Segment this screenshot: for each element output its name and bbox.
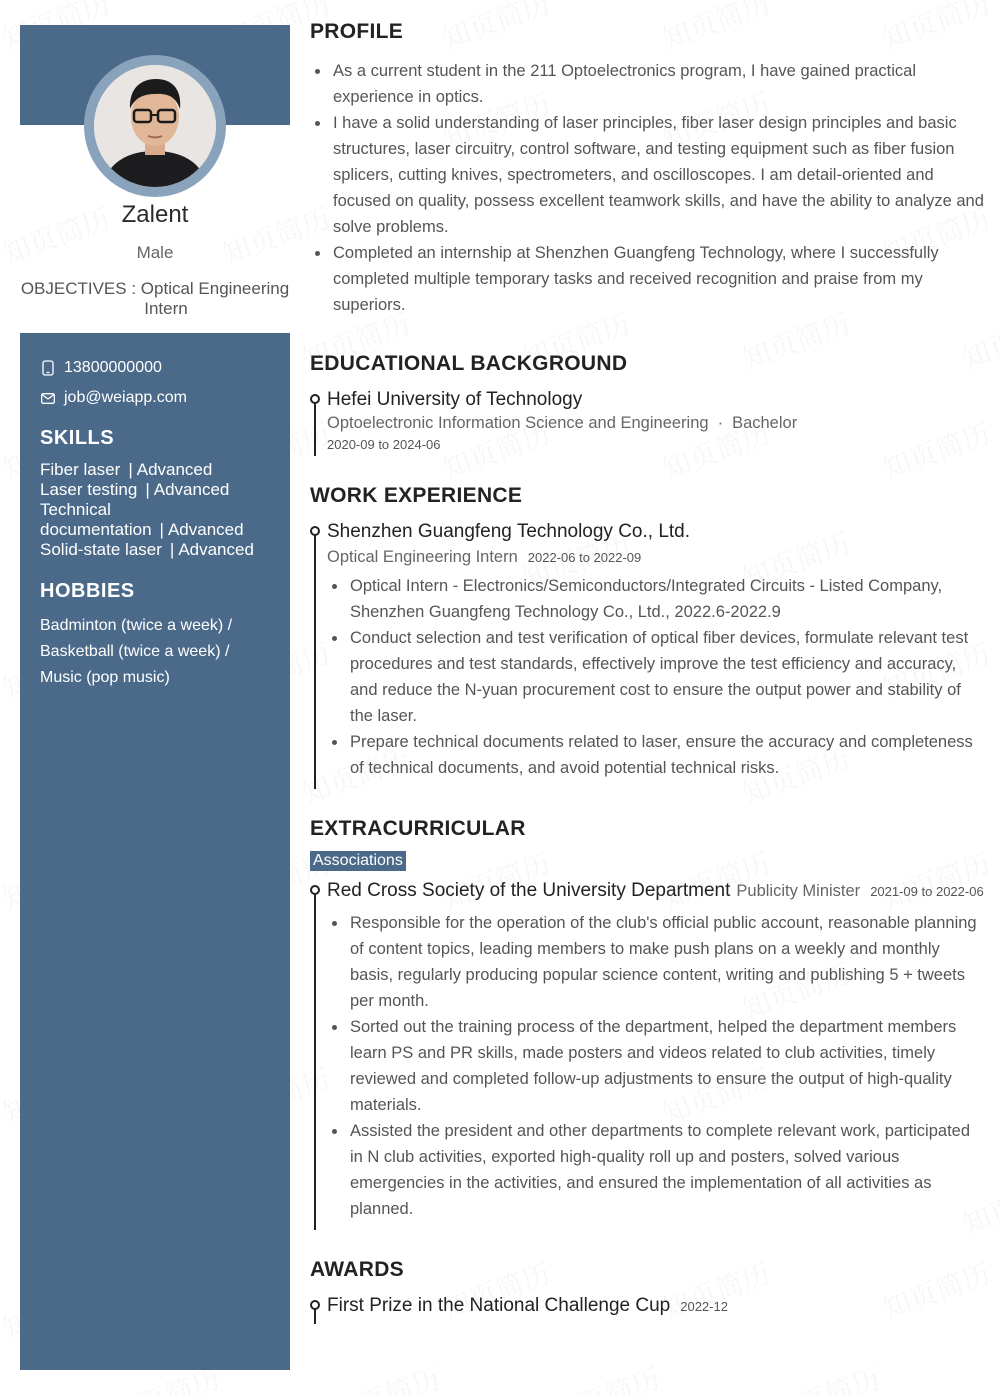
section-title: EDUCATIONAL BACKGROUND xyxy=(310,352,628,375)
section-title: EXTRACURRICULAR xyxy=(310,817,526,840)
skill-item xyxy=(40,540,270,560)
skill-separator: | xyxy=(169,540,175,559)
work-entry xyxy=(310,520,985,789)
skill-separator: | xyxy=(128,460,133,479)
work-section xyxy=(310,484,985,789)
list-item: Conduct selection and test verification of optical fiber devices, formulate relevant test procedures and test standards, effectively improve the test efficiency and accuracy, and reduce the N-yuan procurement cost to ensure the output power and stability of the laser. xyxy=(327,625,985,729)
extracurricular-section xyxy=(310,817,985,1230)
timeline-dot xyxy=(310,394,320,404)
skill-name: Laser testing xyxy=(40,480,138,499)
phone-icon xyxy=(40,360,56,376)
award-line xyxy=(327,1294,985,1319)
skill-item xyxy=(40,460,270,480)
hobby-line: Basketball (twice a week) / xyxy=(40,643,230,660)
email-address: job@weiapp.com xyxy=(64,389,187,406)
skill-item xyxy=(40,500,270,540)
main-content xyxy=(310,20,985,1318)
skill-level: Advanced xyxy=(167,520,244,539)
timeline-dot xyxy=(310,1300,320,1310)
contact-email xyxy=(40,383,270,413)
org-line xyxy=(327,879,985,904)
skill-level: Advanced xyxy=(153,480,230,499)
objective xyxy=(20,279,290,319)
skill-level: Advanced xyxy=(178,540,254,559)
timeline-line xyxy=(314,893,316,1230)
timeline-dot xyxy=(310,885,320,895)
watermark xyxy=(547,1357,666,1395)
hobby-line: Badminton (twice a week) / xyxy=(40,617,233,634)
school-name: Hefei University of Technology xyxy=(327,389,583,410)
list-item: Responsible for the operation of the club's official public account, reasonable planning of content topics, leading members to make push plans on a weekly and monthly basis, regularly producing popular science content, writing and publishing 5 + tweets per month. xyxy=(327,910,985,1014)
list-item: Sorted out the training process of the department, helped the department members learn PS and PR skills, made posters and videos related to club activities, timely reviewed and completed follow-up adjustments to ensure the output of high-quality materials. xyxy=(327,1014,985,1118)
candidate-gender: Male xyxy=(136,243,174,262)
list-item: Optical Intern - Electronics/Semiconductors/Integrated Circuits - Listed Company, Shenzhen Guangfeng Technology Co., Ltd., 2022.6-2022.9 xyxy=(327,573,985,625)
timeline-dot xyxy=(310,526,320,536)
objective-value-2: Intern xyxy=(144,299,188,318)
section-title: WORK EXPERIENCE xyxy=(310,484,523,507)
education-section xyxy=(310,352,985,456)
list-item: Prepare technical documents related to laser, ensure the accuracy and completeness of technical documents, and avoid potential technical risks. xyxy=(327,729,985,781)
skill-level: Advanced xyxy=(136,460,213,479)
list-item: I have a solid understanding of laser principles, fiber laser design principles and basic structures, laser circuitry, control software, and testing equipment such as fiber fusion splicers, cutting knives, spectrometers, and oscilloscopes. I am detail-oriented and focused on quality, possess excellent teamwork skills, and have the ability to analyze and solve problems. xyxy=(310,110,985,240)
org-name: Red Cross Society of the University Department xyxy=(327,880,731,901)
watermark xyxy=(767,1357,886,1395)
work-bullets xyxy=(327,573,985,781)
skill-item xyxy=(40,480,270,500)
section-title: AWARDS xyxy=(310,1258,404,1281)
contact-phone xyxy=(40,353,270,383)
phone-number: 13800000000 xyxy=(64,359,162,376)
award-name: First Prize in the National Challenge Cup xyxy=(327,1295,671,1316)
sidebar xyxy=(20,25,290,1370)
hobbies-list xyxy=(40,613,270,691)
hobby-line: Music (pop music) xyxy=(40,669,170,686)
education-entry xyxy=(310,388,985,456)
list-item: Assisted the president and other departments to complete relevant work, participated in N club activities, exported high-quality roll up and posters, solved various emergencies in the activities, and ensured the implementation of all activities as planned. xyxy=(327,1118,985,1222)
profile-bullets xyxy=(310,58,985,318)
award-entry xyxy=(310,1294,985,1318)
skill-separator: | xyxy=(159,520,164,539)
job-role: Optical Engineering Intern xyxy=(327,548,518,566)
education-details xyxy=(327,412,985,434)
skill-name: Fiber laser xyxy=(40,460,121,479)
skill-name: Solid-state laser xyxy=(40,540,162,559)
mail-icon xyxy=(40,390,56,406)
timeline-line xyxy=(314,534,316,789)
work-role-line xyxy=(327,546,985,569)
skill-name: Technical documentation xyxy=(40,500,152,539)
timeline-line xyxy=(314,1308,316,1324)
award-date: 2022-12 xyxy=(680,1299,728,1314)
education-dates: 2020-09 to 2024-06 xyxy=(327,437,441,452)
objective-label: OBJECTIVES : xyxy=(20,279,137,298)
associations-tag-row xyxy=(310,851,985,871)
degree: Bachelor xyxy=(732,414,798,432)
separator-dot: · xyxy=(717,414,724,432)
objective-value: Optical Engineering xyxy=(140,279,290,298)
major: Optoelectronic Information Science and Engineering xyxy=(327,414,709,432)
work-dates: 2022-06 to 2022-09 xyxy=(527,550,642,565)
section-title: PROFILE xyxy=(310,20,404,43)
list-item: Completed an internship at Shenzhen Guangfeng Technology, where I successfully completed multiple temporary tasks and received recognition and praise from my superiors. xyxy=(310,240,985,318)
extracurricular-entry xyxy=(310,879,985,1230)
org-role: Publicity Minister xyxy=(736,882,861,900)
skills-heading: SKILLS xyxy=(40,427,115,449)
list-item: As a current student in the 211 Optoelectronics program, I have gained practical experience in optics. xyxy=(310,58,985,110)
person-portrait-icon xyxy=(94,65,216,187)
profile-section xyxy=(310,20,985,318)
hobbies-heading: HOBBIES xyxy=(40,580,135,602)
timeline-line xyxy=(314,402,316,456)
extracurricular-bullets xyxy=(327,910,985,1222)
avatar xyxy=(94,65,216,187)
sidebar-panel xyxy=(20,333,290,1370)
company-name: Shenzhen Guangfeng Technology Co., Ltd. xyxy=(327,521,691,542)
skill-separator: | xyxy=(145,480,150,499)
awards-section xyxy=(310,1258,985,1318)
watermark xyxy=(327,1357,446,1395)
category-tag: Associations xyxy=(310,851,406,871)
candidate-name: Zalent xyxy=(121,201,189,228)
org-dates: 2021-09 to 2022-06 xyxy=(870,884,984,899)
